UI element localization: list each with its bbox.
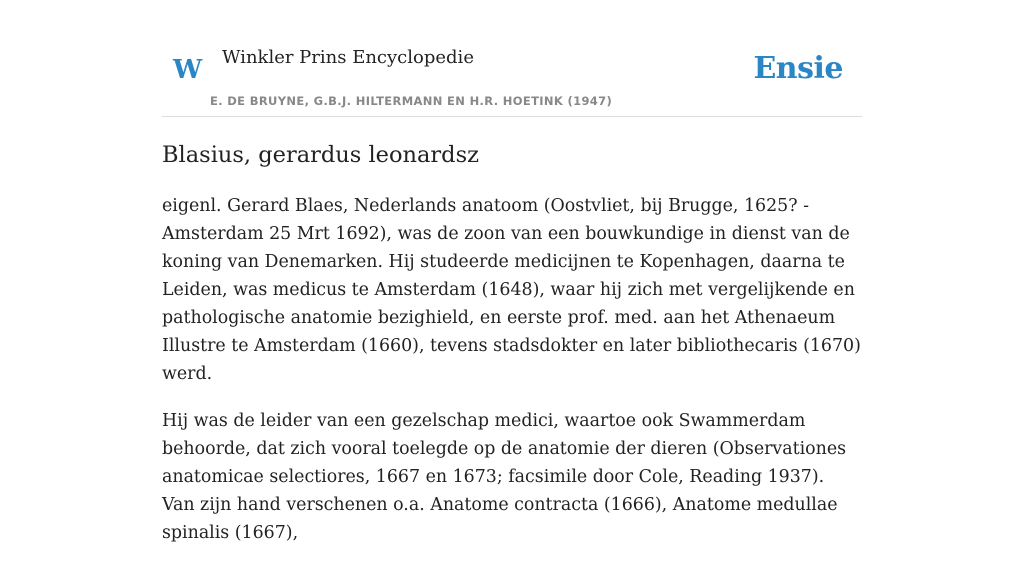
header [162, 0, 862, 117]
entry-body [162, 192, 862, 566]
entry-title: Blasius, gerardus leonardsz [162, 142, 479, 168]
brand-logo[interactable]: Ensie [753, 51, 843, 86]
source-logo-icon[interactable]: W [173, 55, 203, 85]
source-title[interactable]: Winkler Prins Encyclopedie [222, 47, 474, 68]
page [162, 0, 862, 543]
entry-paragraph: Hij was de leider van een gezelschap medici, waartoe ook Swammerdam behoorde, dat zich vooral toelegde op de anatomie der dieren (Observationes anatomicae selectiores, 1667 en 1673; facsimile door Cole, Reading 1937). Van zijn hand verschenen o.a. Anatome contracta (1666), Anatome medullae spinalis (1667), [162, 411, 847, 543]
entry-paragraph: eigenl. Gerard Blaes, Nederlands anatoom (Oostvliet, bij Brugge, 1625? - Amsterdam 25 Mrt 1692), was de zoon van een bouwkundige in dienst van de koning van Denemarken. Hij studeerde medicijnen te Kopenhagen, daarna te Leiden, was medicus te Amsterdam (1648), waar hij zich met vergelijkende en pathologische anatomie bezighield, en eerste prof. med. aan het Athenaeum Illustre te Amsterdam (1660), tevens stadsdokter en later bibliothecaris (1670) werd. [162, 196, 861, 384]
source-authors: E. DE BRUYNE, G.B.J. HILTERMANN EN H.R. HOETINK (1947) [210, 94, 613, 108]
